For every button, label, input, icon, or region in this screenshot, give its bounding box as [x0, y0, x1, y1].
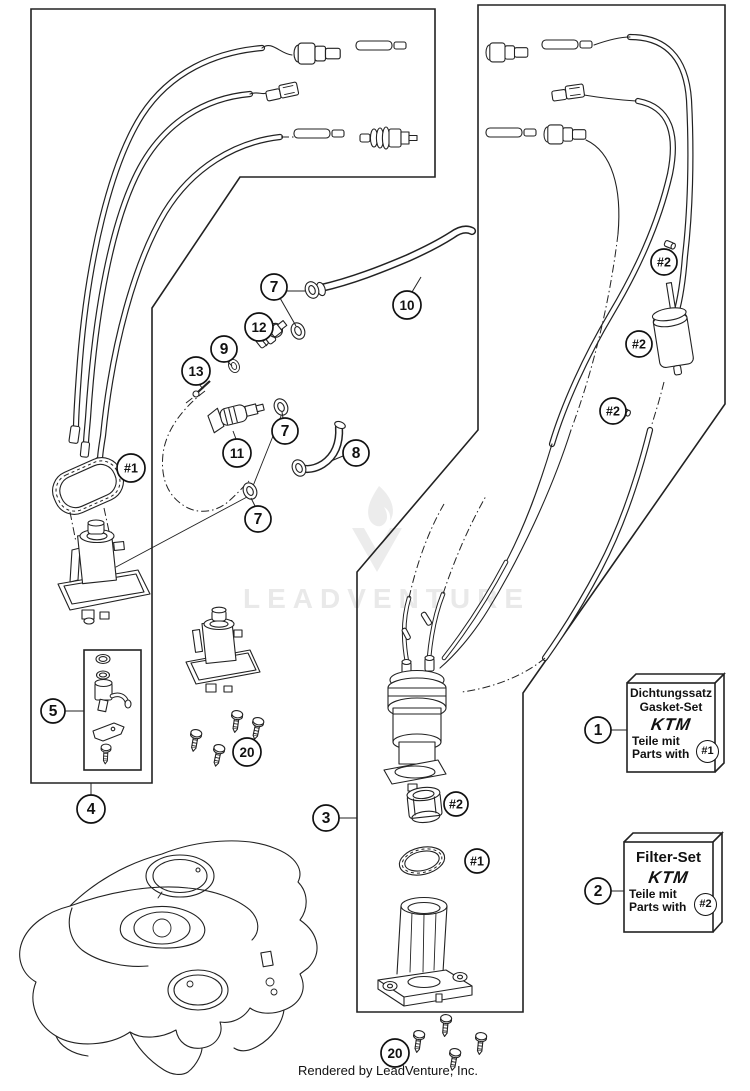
callout-hash1[interactable]	[117, 454, 145, 482]
spark-plug-icon	[360, 127, 417, 149]
callout-hash2[interactable]	[626, 331, 652, 357]
connector-icon	[551, 84, 584, 101]
callout-7[interactable]	[245, 506, 271, 532]
callout-hash2[interactable]	[444, 792, 468, 816]
callout-9[interactable]	[211, 336, 237, 362]
svg-text:20: 20	[387, 1046, 403, 1061]
watermark-flame-icon	[368, 486, 393, 526]
left-fuel-pump	[58, 508, 150, 624]
ktm-logo: KTM	[647, 868, 690, 887]
fuel-hoses	[401, 430, 650, 692]
svg-text:#2: #2	[632, 337, 646, 352]
callout-10[interactable]	[393, 291, 421, 319]
plug-shaft-icon	[356, 41, 406, 50]
filter-outlet-line	[652, 382, 664, 424]
svg-text:7: 7	[253, 511, 263, 528]
fuel-tank	[20, 841, 317, 1075]
watermark-text: LEADVENTURE	[243, 583, 531, 614]
callout-20[interactable]	[233, 738, 261, 766]
plug-boot-icon	[486, 43, 528, 62]
kit-note-de: Teile mit	[632, 734, 680, 748]
callout-13[interactable]	[182, 357, 210, 385]
kit-title-de: Dichtungssatz	[629, 686, 712, 700]
callout-7[interactable]	[261, 274, 287, 300]
pump-sleeve	[406, 786, 442, 824]
kit-note	[624, 888, 713, 914]
callout-leader-line	[233, 431, 236, 439]
callout-12[interactable]	[245, 313, 273, 341]
callout-leader-line	[412, 277, 421, 292]
kit-title-en: Gasket-Set	[639, 699, 703, 714]
svg-text:12: 12	[251, 320, 267, 335]
svg-text:9: 9	[219, 341, 229, 358]
kit-badge: #2	[694, 893, 717, 916]
kit-note-en: Parts with	[629, 900, 687, 914]
callout-hash1[interactable]	[465, 849, 489, 873]
callout-3[interactable]	[313, 805, 339, 831]
screw-icon	[100, 744, 111, 764]
svg-text:7: 7	[269, 279, 279, 296]
svg-text:3: 3	[321, 810, 331, 827]
filter-set-kit-box	[624, 842, 713, 932]
plug-shaft-icon	[486, 128, 536, 137]
item5-box-border	[84, 650, 141, 770]
rendered-by-credit: Rendered by LeadVenture, Inc.	[298, 1063, 478, 1078]
callout-hash2[interactable]	[600, 398, 626, 424]
svg-text:#2: #2	[657, 255, 671, 270]
callout-8[interactable]	[343, 440, 369, 466]
pump-flange	[378, 898, 472, 1007]
callout-2[interactable]	[585, 878, 611, 904]
pressure-regulator-icon	[207, 397, 267, 433]
svg-text:8: 8	[351, 445, 361, 462]
svg-text:11: 11	[229, 446, 245, 461]
kit-note-en: Parts with	[632, 747, 690, 761]
svg-text:2: 2	[593, 883, 603, 900]
ktm-logo: KTM	[649, 715, 693, 734]
callout-5[interactable]	[41, 699, 65, 723]
callout-4[interactable]	[77, 795, 105, 823]
watermark-v-icon	[352, 528, 402, 572]
callout-11[interactable]	[223, 439, 251, 467]
pump-oring	[397, 843, 448, 880]
hose-cap-icon	[664, 240, 676, 250]
grommet-icon	[290, 458, 309, 479]
kit-title: Filter-Set	[635, 849, 701, 866]
svg-text:5: 5	[48, 703, 58, 720]
item3-fuel-pump	[384, 656, 446, 792]
fuel-filter	[648, 281, 696, 377]
svg-text:7: 7	[280, 423, 290, 440]
callout-7[interactable]	[272, 418, 298, 444]
svg-text:4: 4	[86, 801, 96, 818]
svg-text:#2: #2	[606, 404, 620, 419]
grommet-icon	[289, 321, 308, 342]
center-fuel-pump	[186, 607, 260, 692]
callout-hash2[interactable]	[651, 249, 677, 275]
svg-text:20: 20	[239, 745, 255, 760]
plug-boot-icon	[294, 43, 340, 64]
plug-shaft-icon	[294, 129, 344, 138]
svg-text:#1: #1	[124, 461, 138, 476]
item5-parts	[93, 655, 131, 765]
grommet-icon	[272, 397, 291, 418]
svg-text:1: 1	[593, 722, 603, 739]
spark-plug-icon	[544, 125, 586, 144]
connector-icon	[265, 82, 299, 101]
svg-text:10: 10	[399, 298, 415, 313]
kit-note-de: Teile mit	[629, 887, 677, 901]
callout-1[interactable]	[585, 717, 611, 743]
kit-note	[627, 735, 715, 761]
svg-text:#1: #1	[470, 854, 484, 869]
grommet-icon	[241, 481, 260, 502]
gasket-set-kit-box	[627, 683, 715, 772]
kit-badge: #1	[696, 740, 719, 763]
left-gasket-ring	[46, 451, 130, 520]
svg-text:#2: #2	[449, 797, 463, 812]
svg-text:13: 13	[188, 364, 204, 379]
plug-shaft-icon	[542, 40, 592, 49]
